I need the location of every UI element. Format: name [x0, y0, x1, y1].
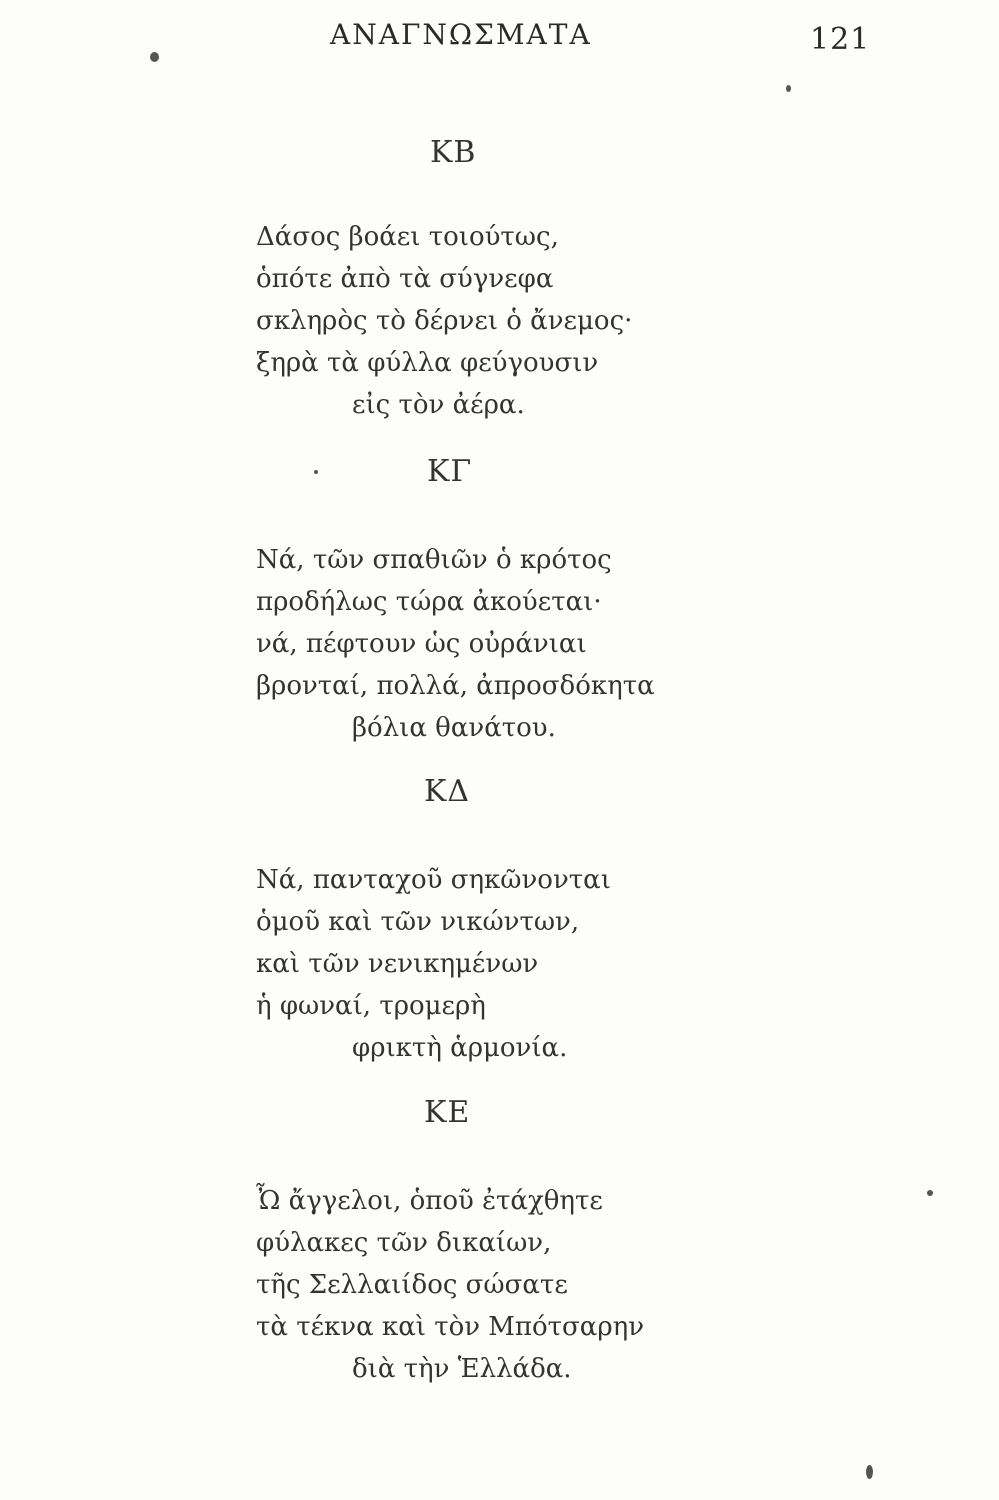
- verse-line: τῆς Σελλαιίδος σώσατε: [256, 1270, 568, 1300]
- verse-line-indented: εἰς τὸν ἀέρα.: [352, 390, 525, 420]
- ink-speck: [866, 1465, 873, 1479]
- verse-line: φύλακες τῶν δικαίων,: [256, 1228, 552, 1258]
- verse-line: τὰ τέκνα καὶ τὸν Μπότσαρην: [256, 1312, 645, 1342]
- section-heading-kd: ΚΔ: [424, 774, 471, 809]
- verse-line-indented: βόλια θανάτου.: [352, 713, 556, 743]
- ink-speck: [927, 1190, 933, 1196]
- verse-line-indented: φρικτὴ ἁρμονία.: [352, 1033, 568, 1063]
- verse-line: ὁπότε ἀπὸ τὰ σύγνεφα: [256, 264, 554, 294]
- verse-line: Νά, πανταχοῦ σηκῶνονται: [256, 865, 611, 895]
- verse-line: νά, πέφτουν ὡς οὐράνιαι: [256, 629, 587, 659]
- stanza-kb: [256, 216, 776, 426]
- stanza-kg: [256, 539, 776, 749]
- verse-line: ἡ φωναί, τρομερὴ: [256, 991, 486, 1021]
- stanza-kd: [256, 859, 776, 1069]
- page-number: 121: [810, 22, 871, 57]
- verse-line: Νά, τῶν σπαθιῶν ὁ κρότος: [256, 545, 612, 575]
- verse-line-indented: διὰ τὴν Ἑλλάδα.: [352, 1354, 572, 1384]
- verse-line: Δάσος βοάει τοιούτως,: [256, 222, 559, 252]
- verse-line: σκληρὸς τὸ δέρνει ὁ ἄνεμος·: [256, 306, 633, 336]
- ink-speck: [314, 470, 318, 474]
- verse-line: βρονταί, πολλά, ἀπροσδόκητα: [256, 671, 655, 701]
- section-heading-ke: ΚΕ: [424, 1095, 471, 1130]
- verse-line: Ὦ ἄγγελοι, ὁποῦ ἐτάχθητε: [256, 1186, 603, 1216]
- section-heading-kb: ΚΒ: [430, 135, 477, 170]
- verse-line: ξηρὰ τὰ φύλλα φεύγουσιν: [256, 348, 599, 378]
- ink-speck: [150, 52, 159, 62]
- running-head: ΑΝΑΓΝΩΣΜΑΤΑ: [330, 18, 592, 51]
- verse-line: προδήλως τώρα ἀκούεται·: [256, 587, 602, 617]
- verse-line: καὶ τῶν νενικημένων: [256, 949, 539, 979]
- section-heading-kg: ΚΓ: [427, 454, 473, 489]
- ink-speck: [786, 85, 791, 92]
- stanza-ke: [256, 1180, 776, 1390]
- verse-line: ὁμοῦ καὶ τῶν νικώντων,: [256, 907, 580, 937]
